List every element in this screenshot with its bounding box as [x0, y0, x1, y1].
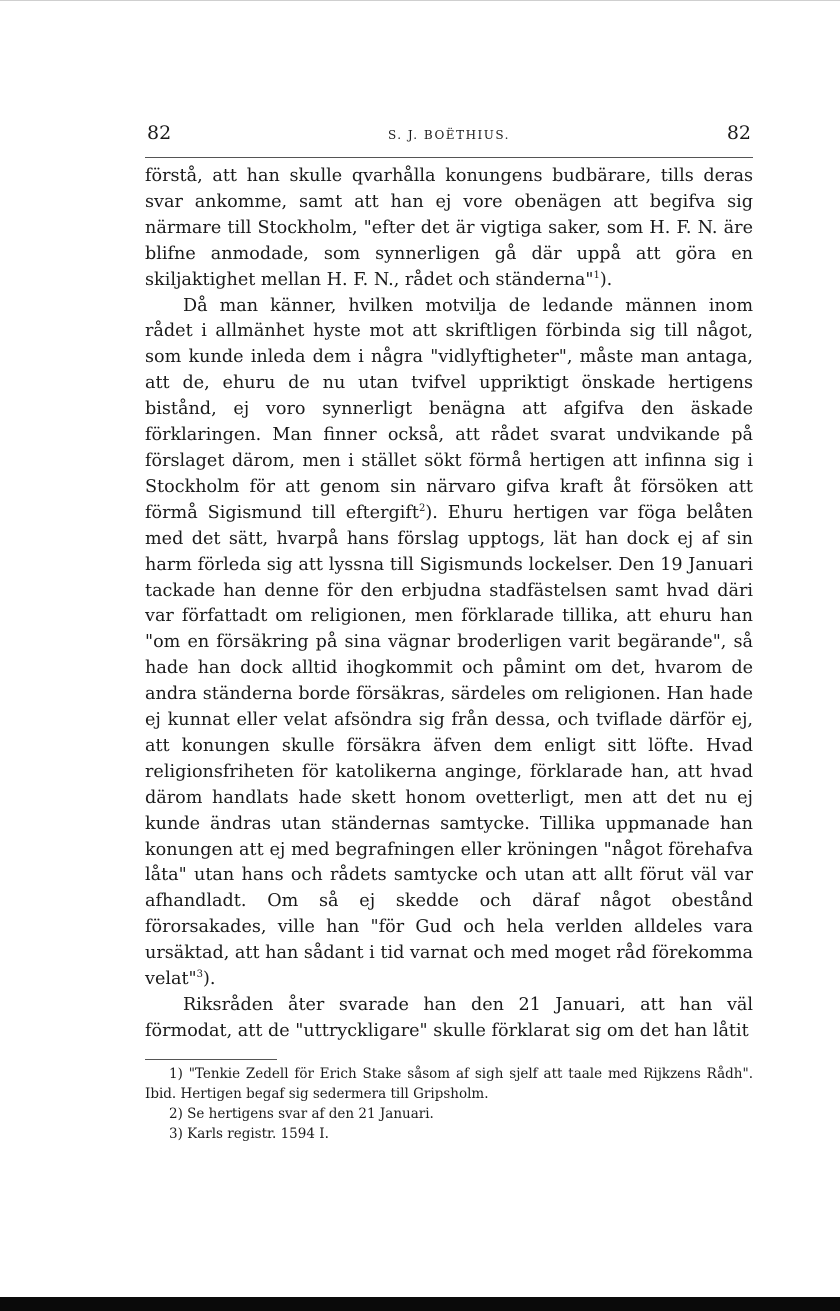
- page-number-right: 82: [726, 122, 751, 144]
- footnote-mark: 2): [169, 1106, 183, 1122]
- footnote-mark: 3): [169, 1126, 183, 1142]
- page-number-left: 82: [147, 122, 172, 144]
- top-edge-rule: [0, 0, 840, 1]
- main-text: [145, 164, 753, 1045]
- paragraph-3: Riksråden åter svarade han den 21 Januari, att han väl förmodat, att de "uttryckligare" skulle förklarat sig om det han låtit: [145, 995, 753, 1041]
- footnote-ref-3: 3: [196, 969, 204, 981]
- footnote-3: 3) Karls registr. 1594 I.: [169, 1126, 329, 1142]
- footnotes: [145, 1064, 753, 1144]
- page-header: [145, 122, 753, 148]
- scan-bottom-edge: [0, 1297, 840, 1311]
- footnote-ref-1: 1: [593, 269, 600, 281]
- header-rule: [145, 157, 753, 158]
- footnote-mark: 1): [169, 1066, 183, 1082]
- footnote-rule: [145, 1059, 277, 1060]
- footnote-1: 1) "Tenkie Zedell för Erich Stake såsom af sigh sjelf att taale med Rijkzens Rådh". Ibid. Hertigen begaf sig sedermera till Gripsholm.: [145, 1066, 753, 1102]
- footnote-2: 2) Se hertigens svar af den 21 Januari.: [169, 1106, 434, 1122]
- paragraph-2: Då man känner, hvilken motvilja de ledande männen inom rådet i allmänhet hyste mot att skriftligen förbinda sig till något, som kunde inleda dem i några "vidlyftigheter", måste man antaga, att de, ehuru de nu utan tvifvel uppriktigt önskade hertigens bistånd, ej voro synnerligt benägna att afgifva den äskade förklaringen. Man finner också, att rådet svarat undvikande på förslaget därom, men i stället sökt förmå hertigen att infinna sig i Stockholm för att genom sin närvaro gifva kraft åt försöken att förmå Sigismund till eftergift$^2$). Ehuru hertigen var föga belåten med det sätt, hvarpå hans förslag upptogs, lät han dock ej af sin harm förleda sig att lyssna till Sigismunds lockelser. Den 19 Januari tackade han denne för den erbjudna stadfästelsen samt hvad däri var författadt om religionen, men förklarade tillika, att ehuru han "om en försäkring på sina vägnar broderligen varit begärande", så hade han dock alltid ihogkommit och påmint om det, hvarom de andra ständerna borde försäkras, särdeles om religionen. Han hade ej kunnat eller velat afsöndra sig från dessa, och tviflade därför ej, att konungen skulle försäkra äfven dem enligt sitt löfte. Hvad religionsfriheten för katolikerna anginge, förklarade han, att hvad därom handlats hade skett honom ovetterligt, men att det nu ej kunde ändras utan ständernas samtycke. Tillika uppmanade han konungen att ej med begrafningen eller kröningen "något förehafva låta" utan hans och rådets samtycke och utan att allt förut väl var afhandladt. Om så ej skedde och däraf något obestånd förorsakades, ville han "för Gud och hela verlden alldeles vara ursäktad, att han sådant i tid varnat och med moget råd förekomma velat"$^3$).: [145, 295, 753, 990]
- footnote-ref-2: 2: [418, 502, 426, 514]
- paragraph-1: förstå, att han skulle qvarhålla konungens budbärare, tills deras svar ankomme, samt att han ej vore obenägen att begifva sig närmare till Stockholm, "efter det är vigtiga saker, som H. F. N. äre blifne anmodade, som synnerligen gå där uppå att göra en skiljaktighet mellan H. F. N., rådet och ständerna"$^1$).: [145, 166, 753, 290]
- running-title: S. J. BOËTHIUS.: [388, 128, 510, 142]
